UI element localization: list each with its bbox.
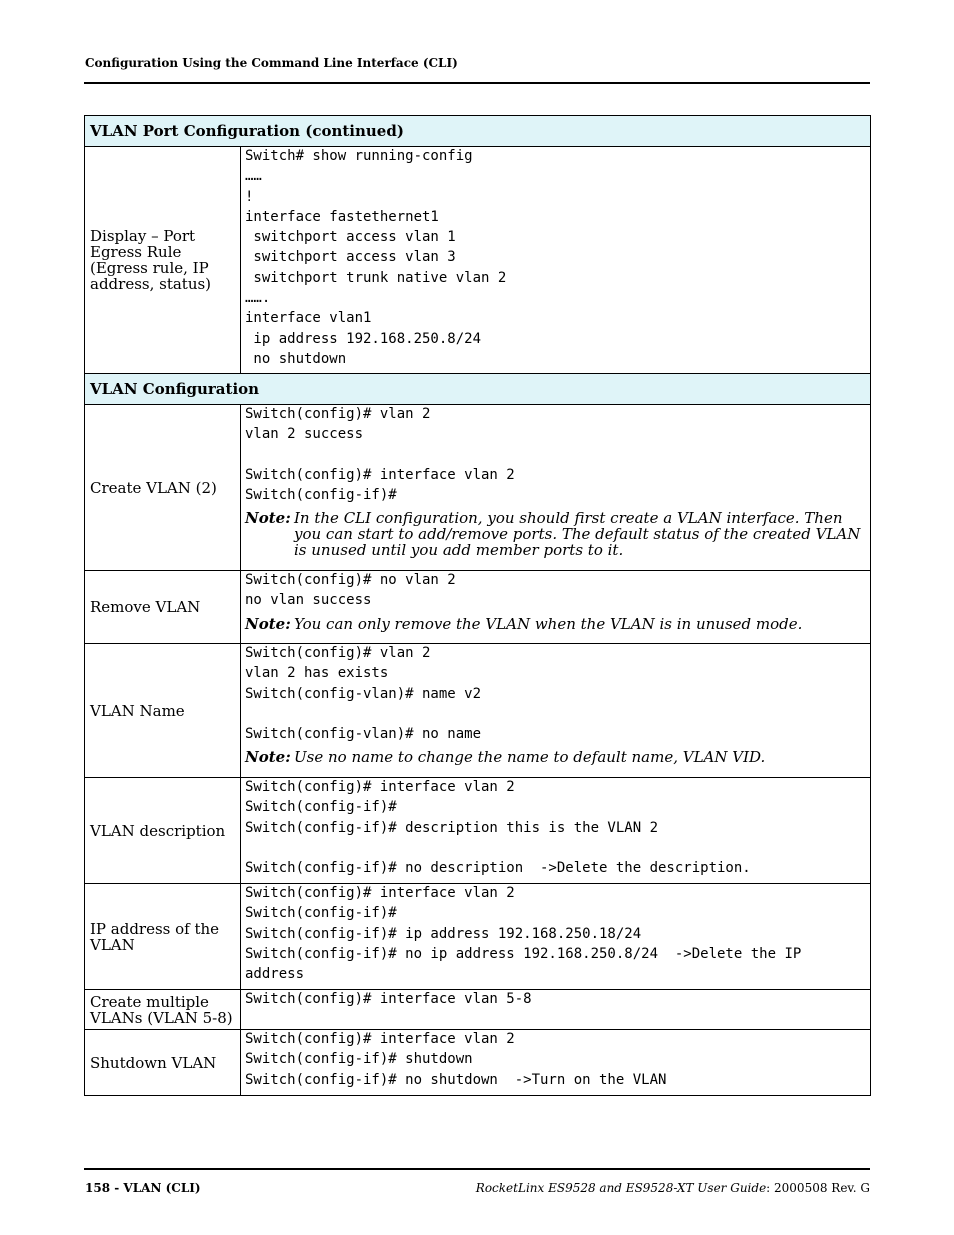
running-header: Configuration Using the Command Line Interface (CLI) (85, 56, 458, 70)
guide-title: RocketLinx ES9528 and ES9528-XT User Guide (475, 1181, 767, 1195)
row-command-cell (241, 644, 871, 778)
note-text: You can only remove the VLAN when the VLAN is in unused mode. (294, 614, 803, 633)
footer-rule (84, 1168, 870, 1170)
cli-code: Switch(config)# vlan 2 vlan 2 has exists Switch(config-vlan)# name v2 Switch(config-vlan)# no name (245, 645, 482, 743)
row-command-cell (241, 1030, 871, 1096)
cli-code: Switch(config)# interface vlan 2 Switch(config-if)# shutdown Switch(config-if)# no shutdown ->Turn on the VLAN (245, 1031, 667, 1088)
row-label: Remove VLAN (85, 571, 241, 644)
row-label: VLAN Name (85, 644, 241, 778)
guide-revision: : 2000508 Rev. G (766, 1181, 870, 1195)
row-command-cell (241, 990, 871, 1030)
cli-code: Switch(config)# vlan 2 vlan 2 success Switch(config)# interface vlan 2 Switch(config-if)# (245, 406, 515, 504)
row-label: Display – Port Egress Rule (Egress rule, IP address, status) (85, 147, 241, 374)
table-row (85, 778, 871, 884)
row-command-cell (241, 571, 871, 644)
cli-code: Switch(config)# interface vlan 5-8 (245, 991, 532, 1007)
table-row (85, 571, 871, 644)
cli-code: Switch(config)# interface vlan 2 Switch(config-if)# Switch(config-if)# description this is the VLAN 2 Switch(config-if)# no description ->Delete the description. (245, 779, 751, 877)
row-label: Create multiple VLANs (VLAN 5-8) (85, 990, 241, 1030)
table-row (85, 405, 871, 571)
table-row (85, 884, 871, 990)
note-text: Use no name to change the name to default name, VLAN VID. (294, 748, 766, 767)
section-header-row (85, 116, 871, 147)
section-header-row (85, 374, 871, 405)
note-label: Note: (245, 509, 291, 528)
section-title-vlan-config: VLAN Configuration (85, 374, 871, 405)
cli-code: Switch(config)# no vlan 2 no vlan success (245, 572, 456, 609)
table-row (85, 644, 871, 778)
header-rule (84, 82, 870, 84)
note-label: Note: (245, 748, 291, 767)
row-label: IP address of the VLAN (85, 884, 241, 990)
page-number: 158 - VLAN (CLI) (85, 1181, 201, 1195)
table-row (85, 147, 871, 374)
row-command-cell (241, 884, 871, 990)
row-command-cell (241, 778, 871, 884)
section-title-port-config: VLAN Port Configuration (continued) (85, 116, 871, 147)
row-label: Shutdown VLAN (85, 1030, 241, 1096)
note-text: In the CLI configuration, you should first create a VLAN interface. Then you can start to add/remove ports. The default status of the created VLAN is unused until you add member ports to it. (294, 509, 861, 560)
note (245, 616, 866, 632)
document-title (476, 1181, 870, 1195)
cli-code: Switch(config)# interface vlan 2 Switch(config-if)# Switch(config-if)# ip address 192.168.250.18/24 Switch(config-if)# no ip address 192.168.250.8/24 ->Delete the IP address (245, 885, 802, 983)
row-label: VLAN description (85, 778, 241, 884)
vlan-cli-table (84, 115, 871, 1096)
row-command-cell (241, 147, 871, 374)
note-label: Note: (245, 614, 291, 633)
note (245, 510, 866, 558)
row-label: Create VLAN (2) (85, 405, 241, 571)
row-command-cell (241, 405, 871, 571)
note (245, 749, 866, 765)
cli-code: Switch# show running-config …… ! interface fastethernet1 switchport access vlan 1 switchport access vlan 3 switchport trunk native vlan 2 ……. interface vlan1 ip address 192.168.250.8/24 no shutdown (245, 148, 507, 367)
table-row (85, 990, 871, 1030)
table-row (85, 1030, 871, 1096)
